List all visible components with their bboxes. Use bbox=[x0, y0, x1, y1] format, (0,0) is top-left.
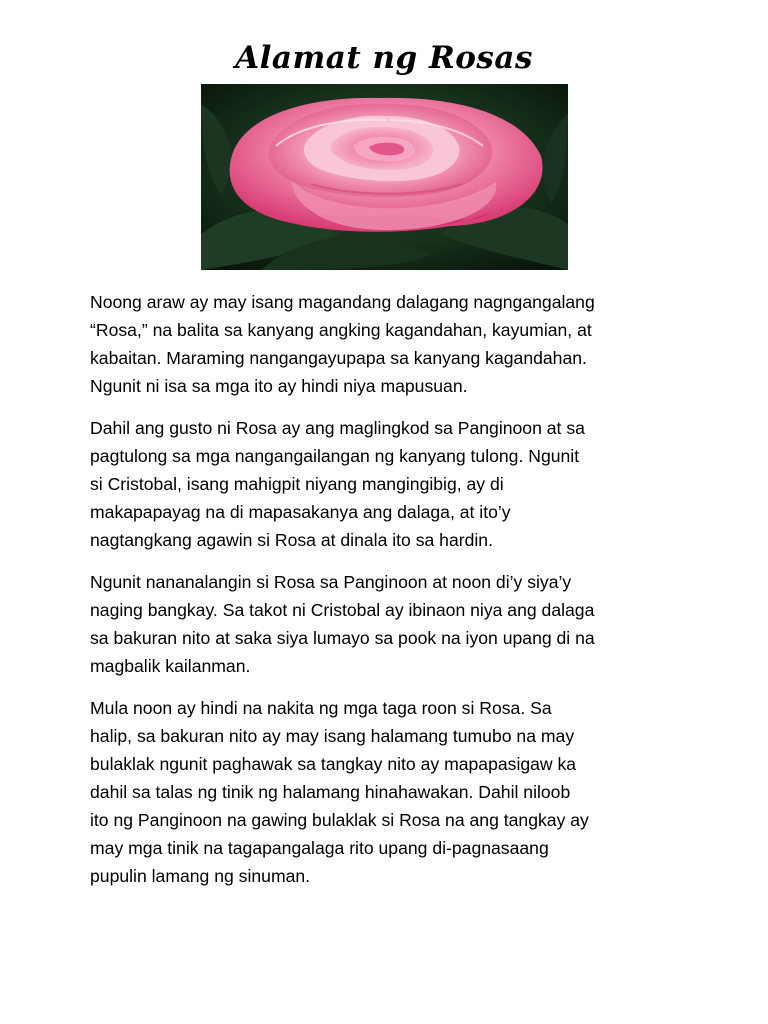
paragraph-3 bbox=[90, 568, 700, 680]
text-line: nagtangkang agawin si Rosa at dinala ito sa hardin. bbox=[90, 530, 493, 550]
text-line: Noong araw ay may isang magandang dalagang nagngangalang bbox=[90, 292, 595, 312]
text-line: dahil sa talas ng tinik ng halamang hinahawakan. Dahil niloob bbox=[90, 782, 571, 802]
text-line: “Rosa,” na balita sa kanyang angking kagandahan, kayumian, at bbox=[90, 320, 592, 340]
text-line: halip, sa bakuran nito ay may isang halamang tumubo na may bbox=[90, 726, 575, 746]
paragraph-1 bbox=[90, 288, 700, 400]
text-line: magbalik kailanman. bbox=[90, 656, 251, 676]
story-body bbox=[90, 288, 700, 904]
paragraph-4 bbox=[90, 694, 700, 890]
text-line: pupulin lamang ng sinuman. bbox=[90, 866, 311, 886]
rose-photo bbox=[201, 84, 568, 270]
text-line: makapapayag na di mapasakanya ang dalaga, at ito’y bbox=[90, 502, 511, 522]
paragraph-2 bbox=[90, 414, 700, 554]
text-line: bulaklak ngunit paghawak sa tangkay nito ay mapapasigaw ka bbox=[90, 754, 577, 774]
text-line: pagtulong sa mga nangangailangan ng kanyang tulong. Ngunit bbox=[90, 446, 580, 466]
text-line: may mga tinik na tagapangalaga rito upang di-pagnasaang bbox=[90, 838, 549, 858]
text-line: ito ng Panginoon na gawing bulaklak si Rosa na ang tangkay ay bbox=[90, 810, 589, 830]
text-line: si Cristobal, isang mahigpit niyang mangingibig, ay di bbox=[90, 474, 504, 494]
text-line: sa bakuran nito at saka siya lumayo sa pook na iyon upang di na bbox=[90, 628, 595, 648]
text-line: Mula noon ay hindi na nakita ng mga taga roon si Rosa. Sa bbox=[90, 698, 552, 718]
text-line: Ngunit nananalangin si Rosa sa Panginoon at noon di’y siya’y bbox=[90, 572, 572, 592]
text-line: naging bangkay. Sa takot ni Cristobal ay ibinaon niya ang dalaga bbox=[90, 600, 595, 620]
text-line: kabaitan. Maraming nangangayupapa sa kanyang kagandahan. bbox=[90, 348, 587, 368]
text-line: Dahil ang gusto ni Rosa ay ang maglingkod sa Panginoon at sa bbox=[90, 418, 585, 438]
document-title: Alamat ng Rosas bbox=[235, 40, 533, 76]
text-line: Ngunit ni isa sa mga ito ay hindi niya mapusuan. bbox=[90, 376, 468, 396]
